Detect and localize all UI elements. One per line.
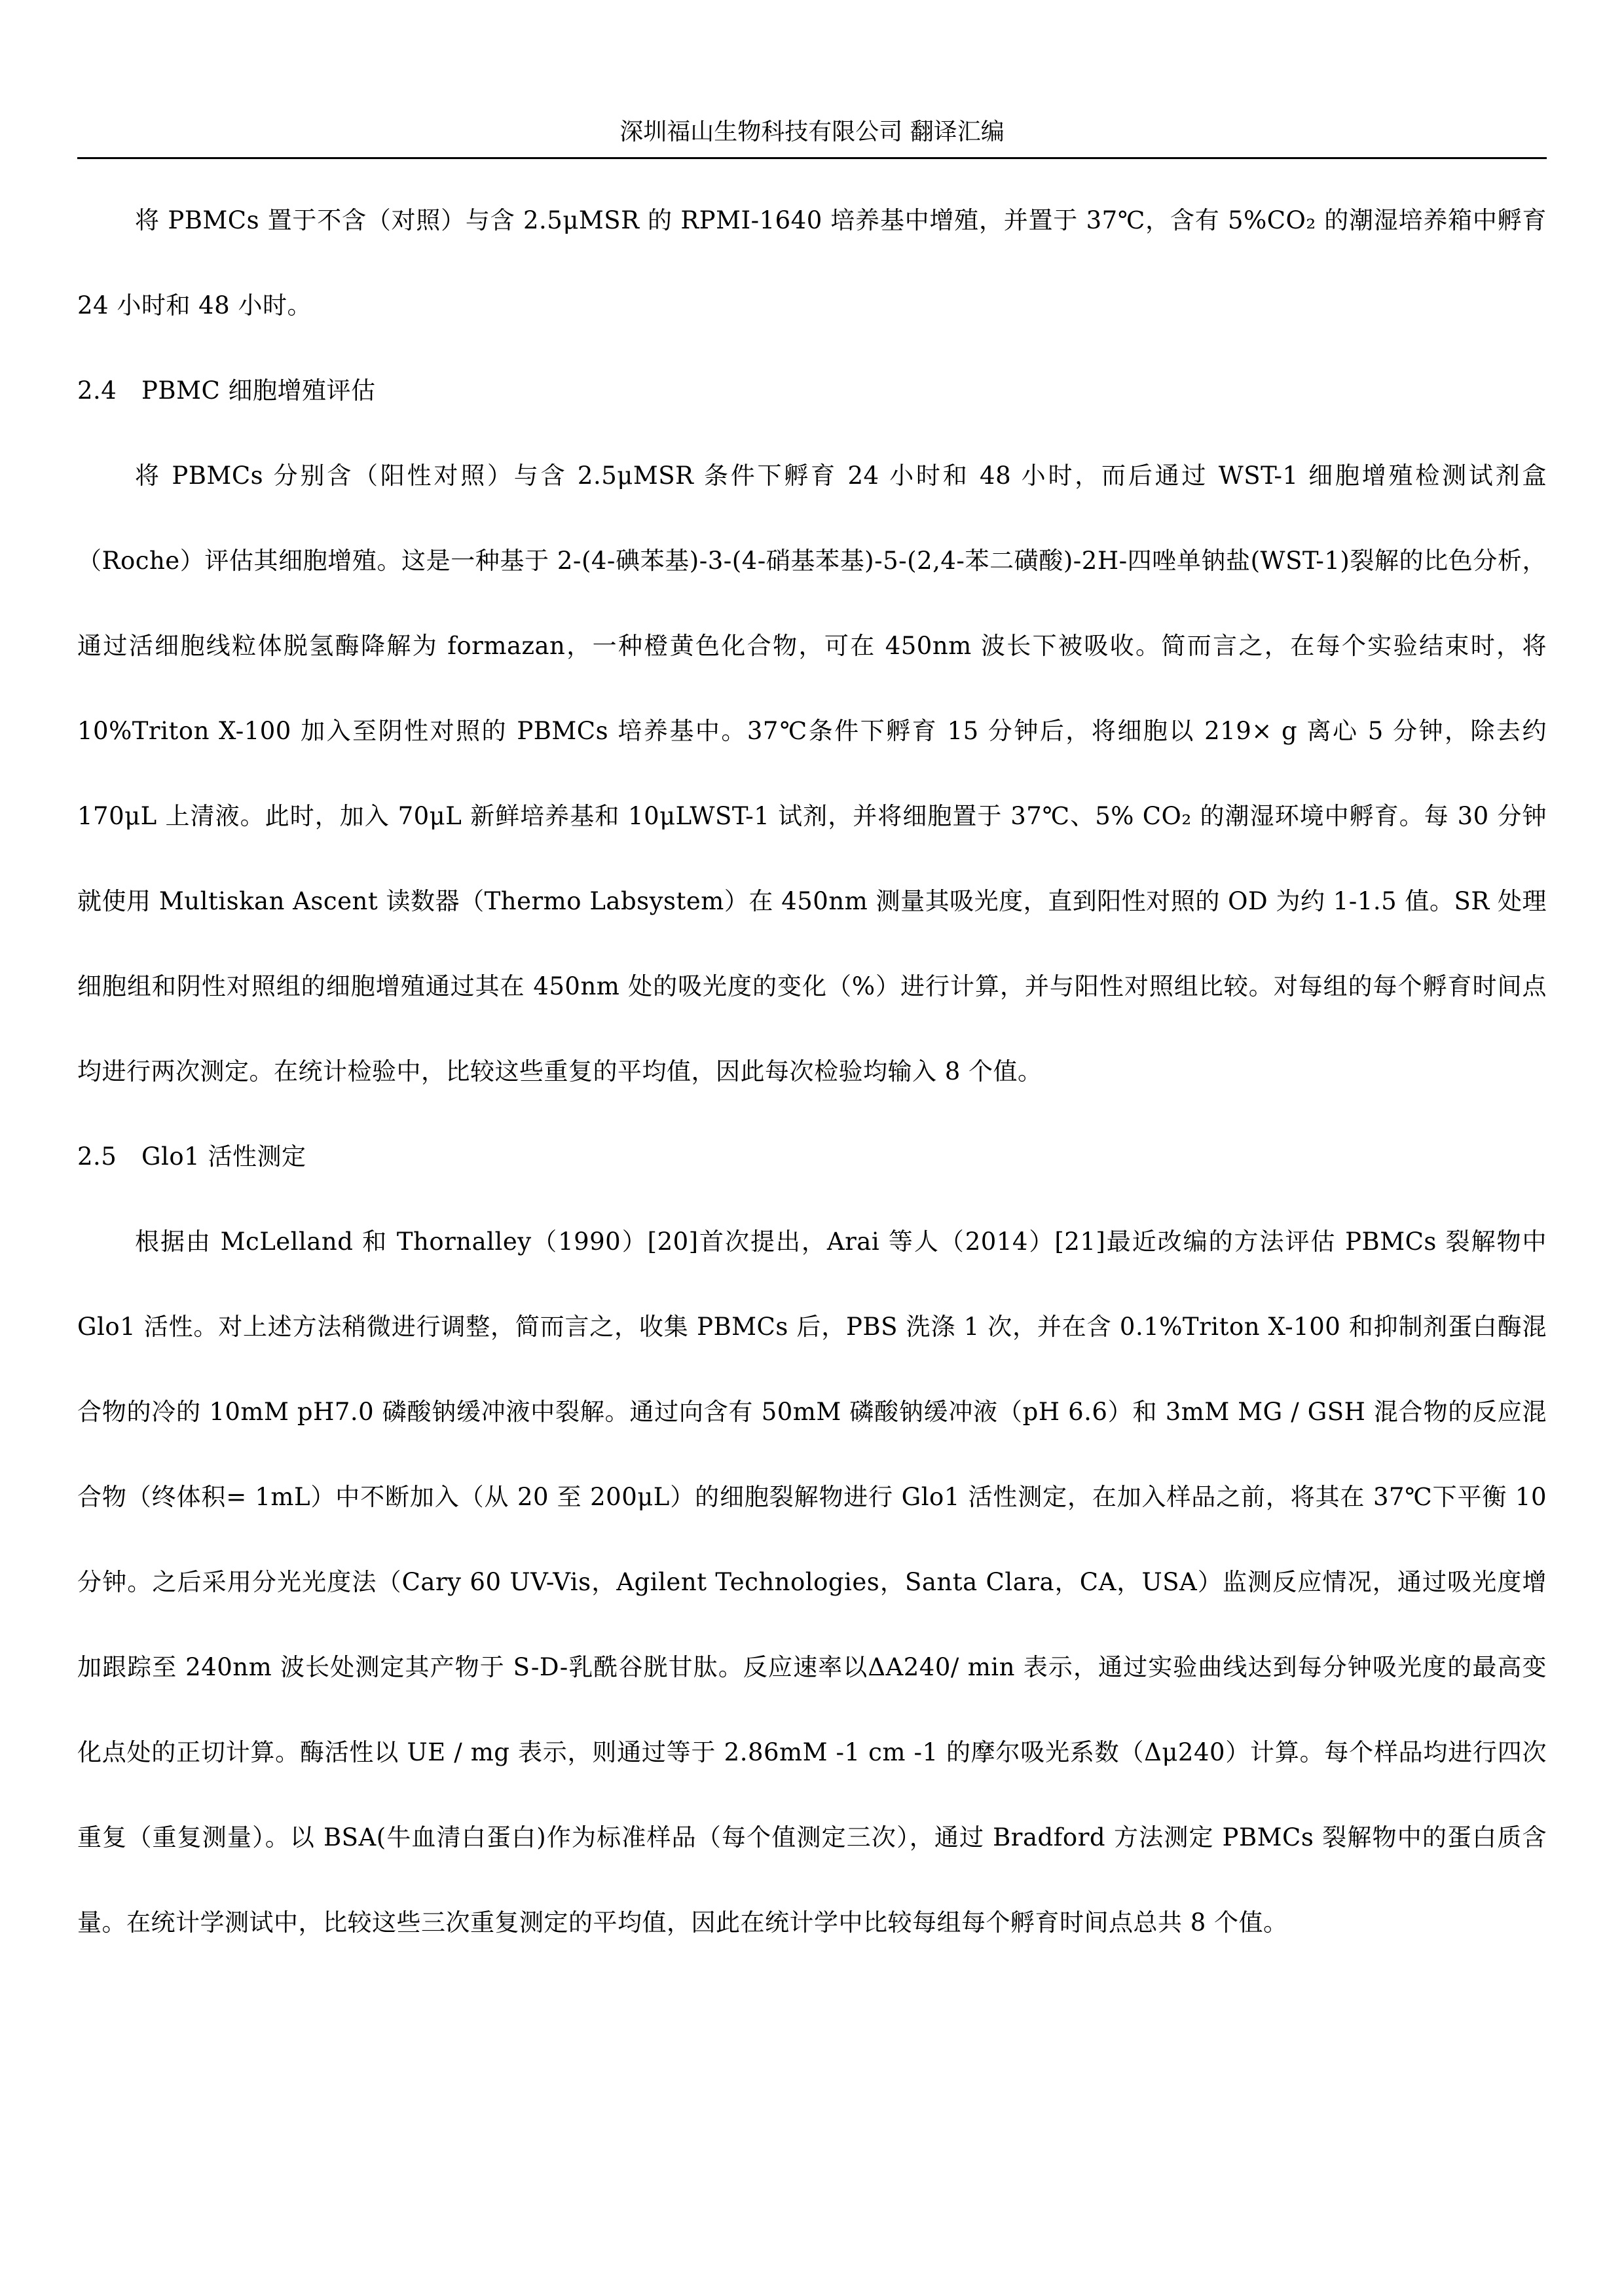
document-body xyxy=(77,178,1547,1965)
section-heading-2-4 xyxy=(77,348,1547,433)
section-heading-2-5 xyxy=(77,1114,1547,1199)
section-number: 2.4 xyxy=(77,376,117,405)
section-title: Glo1 活性测定 xyxy=(141,1142,306,1171)
paragraph-glo1-activity: 根据由 McLelland 和 Thornalley（1990）[20]首次提出，Arai 等人（2014）[21]最近改编的方法评估 PBMCs 裂解物中 Glo1 活性。对上述方法稍微进行调整，简而言之，收集 PBMCs 后，PBS 洗涤 1 次，并在含 0.1%Triton X-100 和抑制剂蛋白酶混合物的冷的 10mM pH7.0 磷酸钠缓冲液中裂解。通过向含有 50mM 磷酸钠缓冲液（pH 6.6）和 3mM MG / GSH 混合物的反应混合物（终体积= 1mL）中不断加入（从 20 至 200μL）的细胞裂解物进行 Glo1 活性测定，在加入样品之前，将其在 37℃下平衡 10 分钟。之后采用分光光度法（Cary 60 UV-Vis，Agilent Technologies，Santa Clara，CA，USA）监测反应情况，通过吸光度增加跟踪至 240nm 波长处测定其产物于 S-D-乳酰谷胱甘肽。反应速率以ΔA240/ min 表示，通过实验曲线达到每分钟吸光度的最高变化点处的正切计算。酶活性以 UE / mg 表示，则通过等于 2.86mM -1 cm -1 的摩尔吸光系数（Δμ240）计算。每个样品均进行四次重复（重复测量）。以 BSA(牛血清白蛋白)作为标准样品（每个值测定三次），通过 Bradford 方法测定 PBMCs 裂解物中的蛋白质含量。在统计学测试中，比较这些三次重复测定的平均值，因此在统计学中比较每组每个孵育时间点总共 8 个值。 xyxy=(77,1228,1547,1937)
paragraph-proliferation: 将 PBMCs 分别含（阳性对照）与含 2.5μMSR 条件下孵育 24 小时和 48 小时，而后通过 WST-1 细胞增殖检测试剂盒（Roche）评估其细胞增殖。这是一种基于 2-(4-碘苯基)-3-(4-硝基苯基)-5-(2,4-苯二磺酸)-2H-四唑单钠盐(WST-1)裂解的比色分析，通过活细胞线粒体脱氢酶降解为 formazan，一种橙黄色化合物，可在 450nm 波长下被吸收。简而言之，在每个实验结束时，将 10%Triton X-100 加入至阴性对照的 PBMCs 培养基中。37℃条件下孵育 15 分钟后，将细胞以 219× g 离心 5 分钟，除去约 170μL 上清液。此时，加入 70μL 新鲜培养基和 10μLWST-1 试剂，并将细胞置于 37℃、5% CO₂ 的潮湿环境中孵育。每 30 分钟就使用 Multiskan Ascent 读数器（Thermo Labsystem）在 450nm 测量其吸光度，直到阳性对照的 OD 为约 1-1.5 值。SR 处理细胞组和阴性对照组的细胞增殖通过其在 450nm 处的吸光度的变化（%）进行计算，并与阳性对照组比较。对每组的每个孵育时间点均进行两次测定。在统计检验中，比较这些重复的平均值，因此每次检验均输入 8 个值。 xyxy=(77,462,1547,1085)
paragraph-culture: 将 PBMCs 置于不含（对照）与含 2.5μMSR 的 RPMI-1640 培养基中增殖，并置于 37℃，含有 5%CO₂ 的潮湿培养箱中孵育 24 小时和 48 小时。 xyxy=(77,206,1547,319)
section-title: PBMC 细胞增殖评估 xyxy=(141,376,376,405)
page-header: 深圳福山生物科技有限公司 翻译汇编 xyxy=(619,118,1005,145)
section-number: 2.5 xyxy=(77,1142,117,1171)
header-divider xyxy=(77,157,1547,159)
